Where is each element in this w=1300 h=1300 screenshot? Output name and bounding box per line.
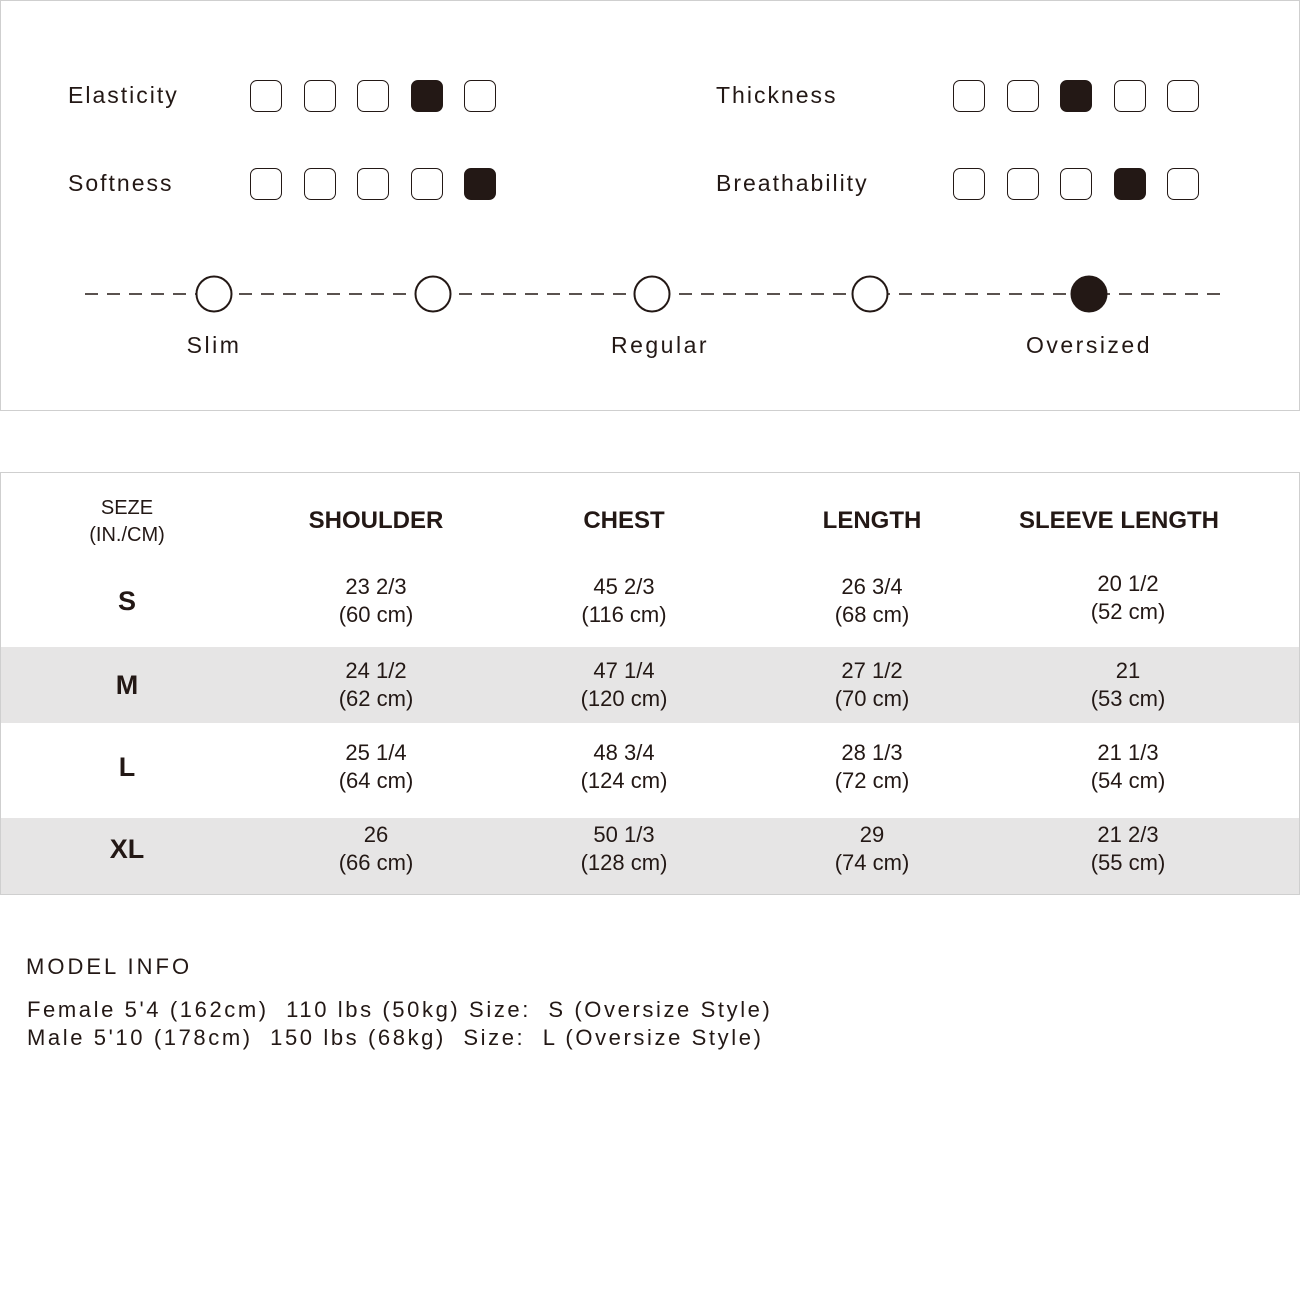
measurement-inches: 26 3/4 [841,574,903,599]
measurement-cell [339,657,414,713]
measurement-inches: 21 2/3 [1097,822,1159,847]
measurement-inches: 25 1/4 [345,740,407,765]
size-cell: S [117,586,137,616]
attribute-label-breathability: Breathability [716,170,869,196]
fit-dot-selected [1072,277,1107,312]
measurement-inches: 29 [859,822,885,847]
measurement-inches: 21 [1115,658,1141,683]
measurement-cell [1091,657,1166,713]
measurement-inches: 23 2/3 [345,574,407,599]
attribute-label-thickness: Thickness [716,82,838,108]
measurement-inches: 47 1/4 [593,658,655,683]
fit-dot [853,277,888,312]
measurement-inches: 20 1/2 [1097,571,1159,596]
fit-label-oversized: Oversized [1025,332,1153,358]
measurement-inches: 28 1/3 [841,740,903,765]
attribute-label-softness: Softness [68,170,174,196]
measurement-cm: (70 cm) [834,686,910,711]
header-sleeve-length: SLEEVE LENGTH [1018,507,1220,534]
measurement-cm: (55 cm) [1090,850,1166,875]
measurement-cm: (62 cm) [338,686,414,711]
measurement-inches: 24 1/2 [345,658,407,683]
fit-label-regular: Regular [610,332,710,358]
measurement-cell [835,739,910,795]
measurement-cell [835,657,910,713]
measurement-cm: (54 cm) [1090,768,1166,793]
header-chest: CHEST [583,507,665,534]
measurement-cell [835,821,910,877]
measurement-inches: 26 [363,822,389,847]
fit-dot [197,277,232,312]
measurement-cm: (60 cm) [338,602,414,627]
fit-label-slim: Slim [186,332,242,358]
measurement-cm: (124 cm) [580,768,668,793]
fit-dot [416,277,451,312]
measurement-cell [1091,739,1166,795]
fabric-attributes-panel [0,0,1300,411]
measurement-cell [581,821,668,877]
fit-dot [635,277,670,312]
measurement-inches: 27 1/2 [841,658,903,683]
measurement-cm: (120 cm) [580,686,668,711]
measurement-cell [581,657,668,713]
measurement-inches: 48 3/4 [593,740,655,765]
measurement-inches: 50 1/3 [593,822,655,847]
measurement-cell [339,821,414,877]
measurement-cm: (74 cm) [834,850,910,875]
measurement-cell [581,573,666,629]
model-info-male: Male 5'10 (178cm) 150 lbs (68kg) Size: L (Oversize Style) [27,1025,764,1050]
measurement-cell [339,573,414,629]
measurement-cell [1091,821,1166,877]
measurement-cm: (53 cm) [1090,686,1166,711]
measurement-cm: (72 cm) [834,768,910,793]
model-info-female: Female 5'4 (162cm) 110 lbs (50kg) Size: S (Oversize Style) [27,997,773,1022]
measurement-cell [581,739,668,795]
header-length: LENGTH [822,507,922,534]
header-size [89,495,165,549]
header-size-label: SEZE [100,497,154,519]
measurement-cm: (66 cm) [338,850,414,875]
measurement-cm: (68 cm) [834,602,910,627]
size-chart-table [0,472,1300,895]
measurement-cm: (52 cm) [1090,599,1166,624]
measurement-cm: (116 cm) [581,602,667,627]
measurement-cell [1091,570,1166,626]
size-cell: L [118,752,136,782]
model-info-title: MODEL INFO [26,954,193,979]
header-size-units: (IN./CM) [89,524,165,546]
measurement-inches: 45 2/3 [593,574,655,599]
measurement-cm: (64 cm) [338,768,414,793]
measurement-cm: (128 cm) [580,850,668,875]
attribute-label-elasticity: Elasticity [68,82,179,108]
measurement-cell [835,573,910,629]
header-shoulder: SHOULDER [308,507,444,534]
size-cell: XL [109,834,145,864]
measurement-inches: 21 1/3 [1097,740,1159,765]
measurement-cell [339,739,414,795]
size-cell: M [115,670,139,700]
